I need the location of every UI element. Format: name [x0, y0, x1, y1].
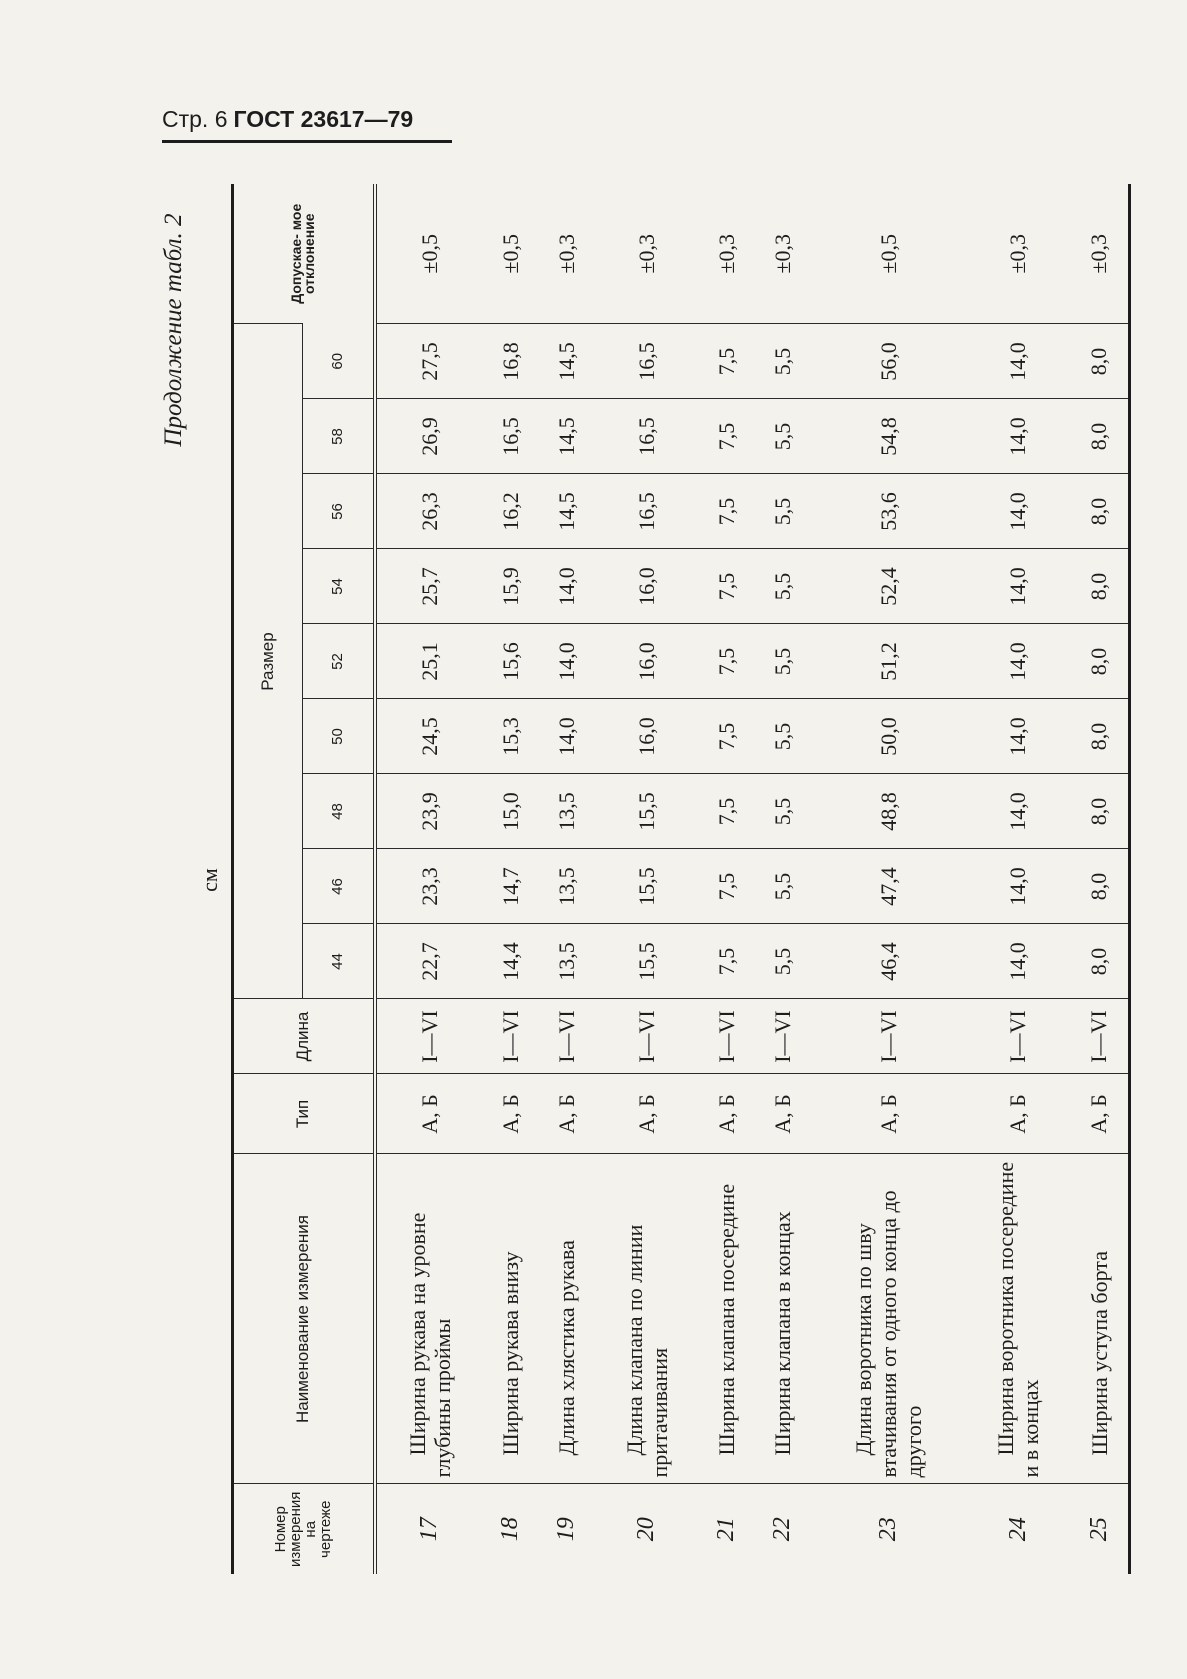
- row-number: 25: [1070, 1484, 1129, 1574]
- row-tolerance: ±0,3: [633, 233, 659, 274]
- row-number: 22: [755, 1484, 811, 1574]
- row-length: I—VI: [595, 999, 699, 1074]
- row-number: 20: [595, 1484, 699, 1574]
- header-size: 46: [303, 849, 375, 924]
- row-size-value: 7,5: [699, 474, 755, 549]
- row-size-value: 14,0: [539, 699, 595, 774]
- row-size-value: 53,6: [811, 474, 967, 549]
- row-size-value: 14,0: [966, 924, 1070, 999]
- table-row: [595, 184, 699, 1574]
- table-row: [811, 184, 967, 1574]
- header-size: 52: [303, 624, 375, 699]
- row-size-value: 16,5: [595, 324, 699, 399]
- row-size-value: 5,5: [755, 474, 811, 549]
- table-row: [1070, 184, 1129, 1574]
- row-size-value: 5,5: [755, 774, 811, 849]
- row-tolerance: ±0,5: [497, 233, 523, 274]
- header-name: Наименование измерения: [233, 1154, 375, 1484]
- row-size-value: 15,5: [595, 849, 699, 924]
- row-size-value: 15,5: [595, 774, 699, 849]
- row-size-value: 7,5: [699, 849, 755, 924]
- row-size-value: 7,5: [699, 699, 755, 774]
- row-length: I—VI: [539, 999, 595, 1074]
- table-body: [375, 184, 1130, 1574]
- row-size-value: 15,9: [483, 549, 539, 624]
- row-size-value: 7,5: [699, 924, 755, 999]
- page-label: Стр. 6: [162, 106, 228, 132]
- row-size-value: 14,0: [966, 474, 1070, 549]
- row-length: I—VI: [375, 999, 483, 1074]
- row-size-value: 54,8: [811, 399, 967, 474]
- row-type: А, Б: [811, 1074, 967, 1154]
- row-name: Ширина клапана в концах: [755, 1154, 811, 1484]
- row-size-value: 16,8: [483, 324, 539, 399]
- row-size-value: 14,0: [966, 324, 1070, 399]
- row-tolerance: ±0,3: [769, 233, 795, 274]
- row-size-value: 7,5: [699, 324, 755, 399]
- header-size: 48: [303, 774, 375, 849]
- row-size-value: 5,5: [755, 624, 811, 699]
- row-size-value: 14,0: [966, 849, 1070, 924]
- row-size-value: 14,5: [539, 474, 595, 549]
- table-row: [539, 184, 595, 1574]
- standard-number: ГОСТ 23617—79: [233, 106, 414, 132]
- table-row: [699, 184, 755, 1574]
- row-size-value: 15,5: [595, 924, 699, 999]
- header-size: 44: [303, 924, 375, 999]
- row-type: А, Б: [483, 1074, 539, 1154]
- table-row: [755, 184, 811, 1574]
- row-type: А, Б: [966, 1074, 1070, 1154]
- row-size-value: 15,6: [483, 624, 539, 699]
- header-size-group: Размер: [233, 324, 303, 999]
- row-size-value: 16,0: [595, 624, 699, 699]
- row-length: I—VI: [966, 999, 1070, 1074]
- row-name: Ширина рукава на уровне глубины проймы: [375, 1154, 483, 1484]
- row-number: 18: [483, 1484, 539, 1574]
- table-row: [966, 184, 1070, 1574]
- row-name: Длина воротника по шву втачивания от одного конца до другого: [811, 1154, 967, 1484]
- row-size-value: 5,5: [755, 849, 811, 924]
- row-size-value: 27,5: [375, 324, 483, 399]
- row-size-value: 5,5: [755, 924, 811, 999]
- row-size-value: 8,0: [1070, 324, 1129, 399]
- row-name: Ширина уступа борта: [1070, 1154, 1129, 1484]
- row-size-value: 14,5: [539, 324, 595, 399]
- header-type: Тип: [233, 1074, 375, 1154]
- row-size-value: 16,2: [483, 474, 539, 549]
- row-size-value: 8,0: [1070, 849, 1129, 924]
- row-size-value: 26,3: [375, 474, 483, 549]
- row-name: Длина клапана по линии притачивания: [595, 1154, 699, 1484]
- row-size-value: 7,5: [699, 399, 755, 474]
- row-size-value: 8,0: [1070, 549, 1129, 624]
- row-length: I—VI: [699, 999, 755, 1074]
- row-size-value: 14,0: [539, 624, 595, 699]
- header-length: Длина: [233, 999, 375, 1074]
- row-size-value: 5,5: [755, 699, 811, 774]
- row-size-value: 14,0: [966, 399, 1070, 474]
- row-size-value: 8,0: [1070, 774, 1129, 849]
- table-row: [483, 184, 539, 1574]
- row-size-value: 5,5: [755, 549, 811, 624]
- row-tolerance: ±0,3: [713, 233, 739, 274]
- row-tolerance: ±0,5: [875, 233, 901, 274]
- row-number: 17: [375, 1484, 483, 1574]
- row-size-value: 56,0: [811, 324, 967, 399]
- row-tolerance: ±0,3: [1070, 184, 1129, 324]
- row-size-value: 8,0: [1070, 699, 1129, 774]
- row-number: 23: [811, 1484, 967, 1574]
- row-size-value: 13,5: [539, 849, 595, 924]
- row-size-value: 13,5: [539, 924, 595, 999]
- row-size-value: 16,5: [595, 474, 699, 549]
- row-size-value: 52,4: [811, 549, 967, 624]
- row-size-value: 7,5: [699, 549, 755, 624]
- row-size-value: 14,0: [966, 699, 1070, 774]
- row-size-value: 14,0: [966, 549, 1070, 624]
- header-size: 56: [303, 474, 375, 549]
- row-size-value: 8,0: [1070, 474, 1129, 549]
- row-name: Длина хлястика рукава: [539, 1154, 595, 1484]
- row-type: А, Б: [1070, 1074, 1129, 1154]
- row-size-value: 15,3: [483, 699, 539, 774]
- row-size-value: 8,0: [1070, 624, 1129, 699]
- row-size-value: 25,7: [375, 549, 483, 624]
- row-size-value: 15,0: [483, 774, 539, 849]
- row-size-value: 8,0: [1070, 399, 1129, 474]
- row-size-value: 7,5: [699, 624, 755, 699]
- row-name: Ширина рукава внизу: [483, 1154, 539, 1484]
- row-type: А, Б: [755, 1074, 811, 1154]
- row-size-value: 16,5: [595, 399, 699, 474]
- row-tolerance: ±0,3: [1005, 233, 1031, 274]
- row-size-value: 7,5: [699, 774, 755, 849]
- continuation-caption: Продолжение табл. 2: [160, 213, 187, 447]
- table-row: [375, 184, 483, 1574]
- header-tolerance: Допускае- мое отклонение: [233, 184, 375, 324]
- header-size: 50: [303, 699, 375, 774]
- header-rule: [162, 140, 452, 143]
- header-size: 58: [303, 399, 375, 474]
- measurement-table: [231, 184, 1131, 1574]
- row-size-value: 5,5: [755, 324, 811, 399]
- unit-label: см: [197, 868, 222, 892]
- row-size-value: 16,5: [483, 399, 539, 474]
- row-type: А, Б: [699, 1074, 755, 1154]
- row-length: I—VI: [483, 999, 539, 1074]
- row-tolerance: ±0,5: [416, 233, 442, 274]
- row-size-value: 46,4: [811, 924, 967, 999]
- header-size: 60: [303, 324, 375, 399]
- row-type: А, Б: [539, 1074, 595, 1154]
- row-size-value: 26,9: [375, 399, 483, 474]
- row-name: Ширина клапана посередине: [699, 1154, 755, 1484]
- row-size-value: 14,4: [483, 924, 539, 999]
- row-size-value: 50,0: [811, 699, 967, 774]
- row-size-value: 24,5: [375, 699, 483, 774]
- row-number: 24: [966, 1484, 1070, 1574]
- row-size-value: 5,5: [755, 399, 811, 474]
- row-size-value: 16,0: [595, 549, 699, 624]
- row-size-value: 23,9: [375, 774, 483, 849]
- row-type: А, Б: [375, 1074, 483, 1154]
- row-name: Ширина воротника посередине и в концах: [966, 1154, 1070, 1484]
- row-size-value: 8,0: [1070, 924, 1129, 999]
- row-length: I—VI: [1070, 999, 1129, 1074]
- row-number: 21: [699, 1484, 755, 1574]
- row-size-value: 13,5: [539, 774, 595, 849]
- row-size-value: 14,7: [483, 849, 539, 924]
- header-size: 54: [303, 549, 375, 624]
- row-size-value: 14,0: [966, 774, 1070, 849]
- row-size-value: 22,7: [375, 924, 483, 999]
- measurement-table-wrapper: [231, 184, 1131, 1574]
- row-type: А, Б: [595, 1074, 699, 1154]
- row-size-value: 25,1: [375, 624, 483, 699]
- page-header: [162, 106, 413, 133]
- row-tolerance: ±0,3: [553, 233, 579, 274]
- row-size-value: 16,0: [595, 699, 699, 774]
- row-length: I—VI: [755, 999, 811, 1074]
- row-size-value: 14,0: [539, 549, 595, 624]
- row-size-value: 14,0: [966, 624, 1070, 699]
- row-size-value: 47,4: [811, 849, 967, 924]
- row-number: 19: [539, 1484, 595, 1574]
- row-size-value: 51,2: [811, 624, 967, 699]
- row-length: I—VI: [811, 999, 967, 1074]
- header-number: Номер измерения на чертеже: [233, 1484, 375, 1574]
- row-size-value: 23,3: [375, 849, 483, 924]
- table-header: [233, 184, 375, 1574]
- row-size-value: 48,8: [811, 774, 967, 849]
- row-size-value: 14,5: [539, 399, 595, 474]
